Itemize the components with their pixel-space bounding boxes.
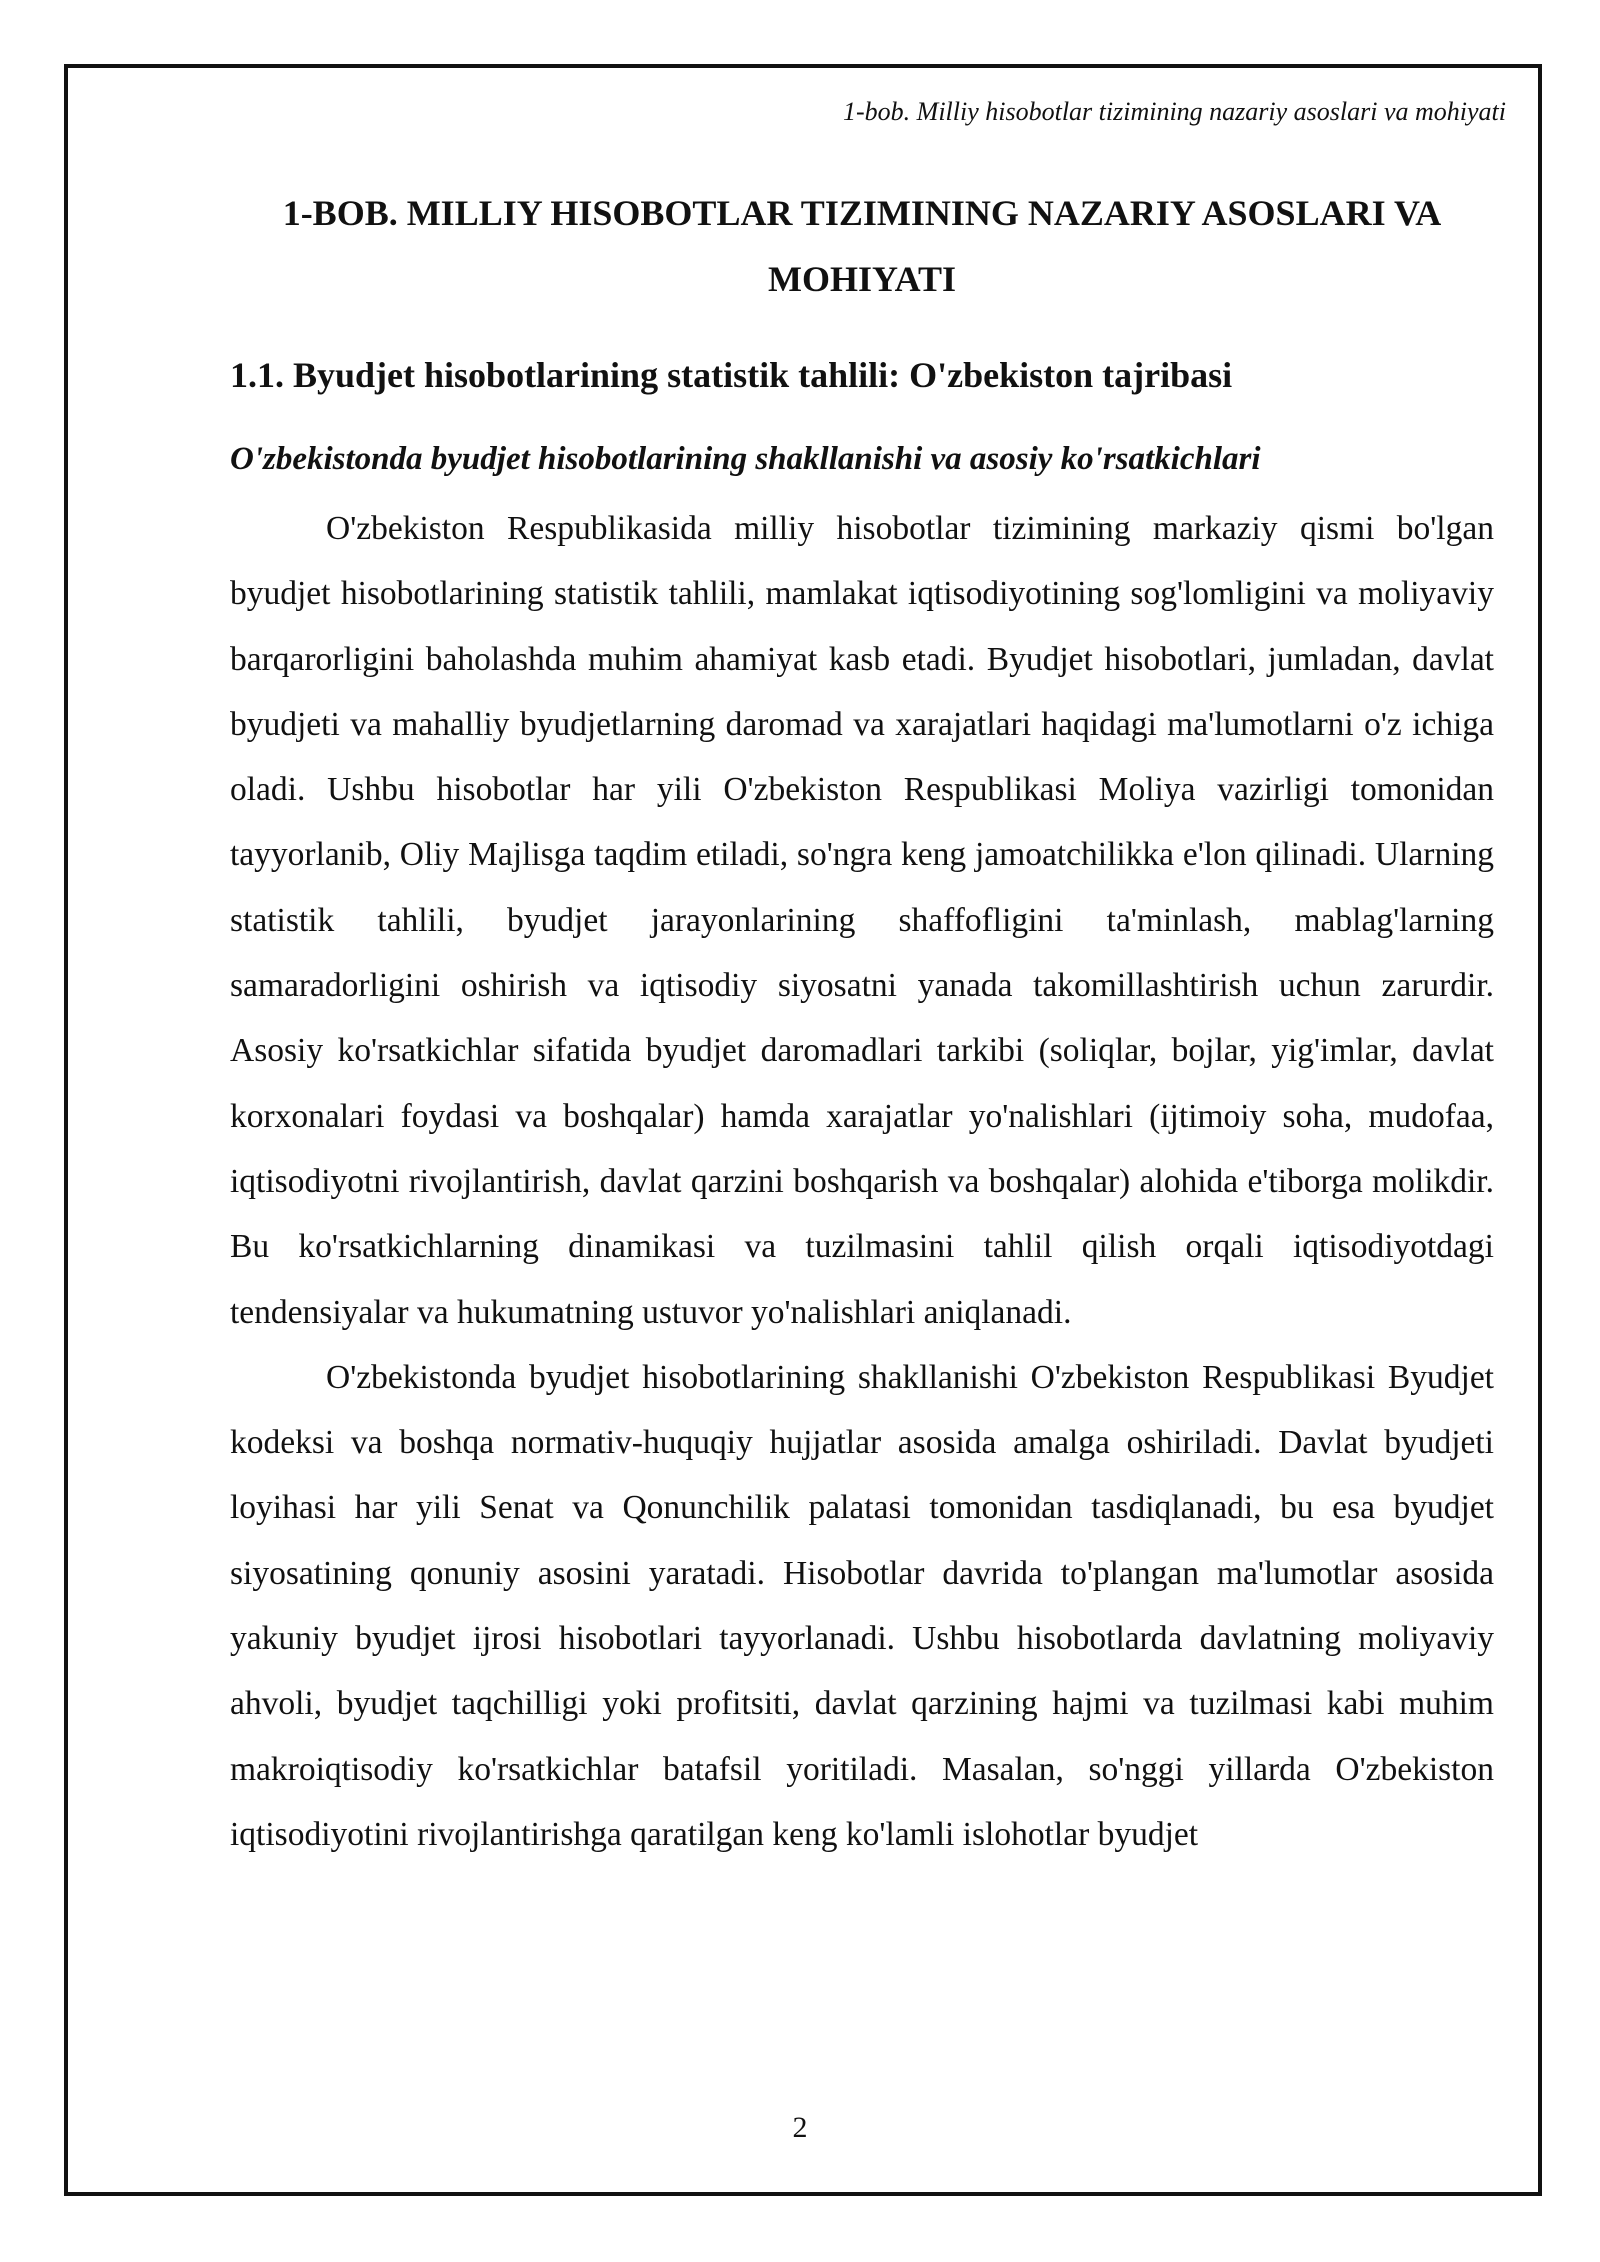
subsection-title: O'zbekistonda byudjet hisobotlarining shakllanishi va asosiy ko'rsatkichlari — [230, 441, 1261, 477]
chapter-title: 1-BOB. MILLIY HISOBOTLAR TIZIMINING NAZARIY ASOSLARI VA MOHIYATI — [282, 193, 1442, 299]
body-paragraph: O'zbekiston Respublikasida milliy hisobotlar tizimining markaziy qismi bo'lgan byudjet hisobotlarining statistik tahlili, mamlakat iqtisodiyotining sog'lomligini va moliyaviy barqarorligini baholashda muhim ahamiyat kasb etadi. Byudjet hisobotlari, jumladan, davlat byudjeti va mahalliy byudjetlarning daromad va xarajatlari haqidagi ma'lumotlarni o'z ichiga oladi. Ushbu hisobotlar har yili O'zbekiston Respublikasi Moliya vazirligi tomonidan tayyorlanib, Oliy Majlisga taqdim etiladi, so'ngra keng jamoatchilikka e'lon qilinadi. Ularning statistik tahlili, byudjet jarayonlarining shaffofligini ta'minlash, mablag'larning samaradorligini oshirish va iqtisodiy siyosatni yanada takomillashtirish uchun zarurdir. Asosiy ko'rsatkichlar sifatida byudjet daromadlari tarkibi (soliqlar, bojlar, yig'imlar, davlat korxonalari foydasi va boshqalar) hamda xarajatlar yo'nalishlari (ijtimoiy soha, mudofaa, iqtisodiyotni rivojlantirish, davlat qarzini boshqarish va boshqalar) alohida e'tiborga molikdir. Bu ko'rsatkichlarning dinamikasi va tuzilmasini tahlil qilish orqali iqtisodiyotdagi tendensiyalar va hukumatning ustuvor yo'nalishlari aniqlanadi. — [230, 510, 1494, 1331]
section-title: 1.1. Byudjet hisobotlarining statistik tahlili: O'zbekiston tajribasi — [230, 355, 1233, 395]
page-number: 2 — [792, 2111, 808, 2144]
page-content — [230, 180, 1494, 1867]
running-header: 1-bob. Milliy hisobotlar tizimining nazariy asoslari va mohiyati — [843, 97, 1506, 126]
body-paragraph: O'zbekistonda byudjet hisobotlarining shakllanishi O'zbekiston Respublikasi Byudjet kodeksi va boshqa normativ-huquqiy hujjatlar asosida amalga oshiriladi. Davlat byudjeti loyihasi har yili Senat va Qonunchilik palatasi tomonidan tasdiqlanadi, bu esa byudjet siyosatining qonuniy asosini yaratadi. Hisobotlar davrida to'plangan ma'lumotlar asosida yakuniy byudjet ijrosi hisobotlari tayyorlanadi. Ushbu hisobotlarda davlatning moliyaviy ahvoli, byudjet taqchilligi yoki profitsiti, davlat qarzining hajmi va tuzilmasi kabi muhim makroiqtisodiy ko'rsatkichlar batafsil yoritiladi. Masalan, so'nggi yillarda O'zbekiston iqtisodiyotini rivojlantirishga qaratilgan keng ko'lamli islohotlar byudjet — [230, 1358, 1494, 1853]
